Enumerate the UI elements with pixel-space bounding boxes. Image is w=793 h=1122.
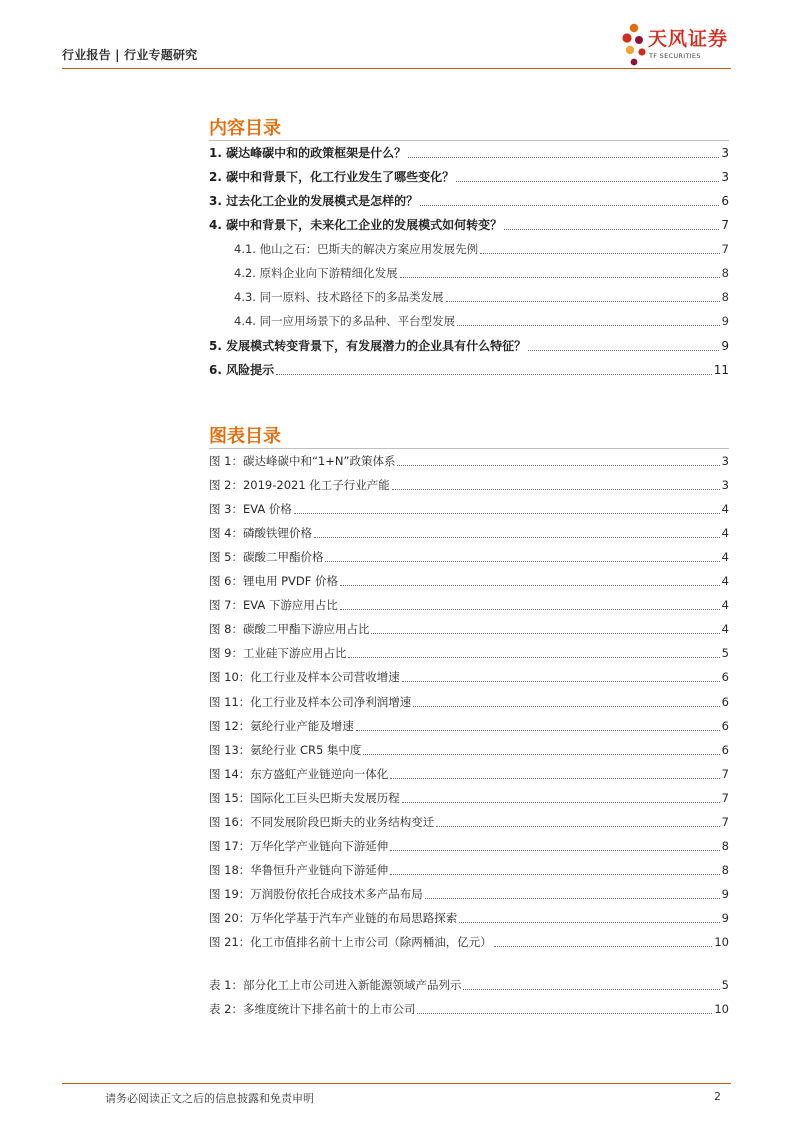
figures-title-rule	[209, 448, 729, 449]
toc-entry-page: 6	[721, 194, 729, 208]
toc-entry-page: 9	[721, 339, 729, 353]
toc-entry[interactable]	[209, 192, 729, 209]
toc-entry-page: 4	[721, 622, 729, 637]
toc-entry-page: 4	[721, 502, 729, 517]
toc-dot-leader	[371, 633, 719, 634]
figure-entry[interactable]	[209, 909, 729, 926]
toc-entry-page: 7	[721, 218, 729, 232]
figure-entry[interactable]	[209, 644, 729, 661]
toc-entry[interactable]	[209, 144, 729, 161]
contents-title: 内容目录	[209, 118, 281, 139]
table-entry[interactable]	[209, 976, 729, 993]
toc-entry-title: 图 20：万华化学基于汽车产业链的布局思路探索	[209, 910, 458, 925]
toc-entry-title: 发展模式转变背景下，有发展潜力的企业具有什么特征？	[226, 339, 527, 353]
table-entry[interactable]	[209, 1000, 729, 1017]
toc-dot-leader	[397, 465, 719, 466]
toc-entry[interactable]	[209, 337, 729, 354]
toc-entry-title: 碳达峰碳中和的政策框架是什么？	[226, 146, 407, 160]
toc-entry-title: 图 1：碳达峰碳中和“1+N”政策体系	[209, 454, 396, 468]
toc-entry-title: 图 2：2019-2021 化工子行业产能	[209, 478, 390, 493]
toc-dot-leader	[504, 229, 719, 230]
toc-dot-leader	[325, 561, 719, 562]
toc-entry-title: 图 9：工业硅下游应用占比	[209, 646, 347, 661]
toc-dot-leader	[417, 1013, 712, 1014]
toc-entry-page: 10	[714, 1002, 729, 1016]
toc-entry-title: 图 17：万华化学产业链向下游延伸	[209, 838, 389, 853]
toc-dot-leader	[400, 277, 720, 278]
toc-dot-leader	[402, 681, 720, 682]
toc-entry[interactable]	[234, 240, 729, 257]
toc-entry-page: 4	[721, 598, 729, 613]
toc-entry-number: 4.4.	[234, 314, 260, 328]
toc-dot-leader	[390, 874, 719, 875]
toc-entry-number: 1.	[209, 146, 227, 160]
toc-entry[interactable]	[209, 216, 729, 233]
toc-entry-page: 5	[721, 646, 729, 661]
toc-entry-title: 图 14：东方盛虹产业链逆向一体化	[209, 766, 389, 781]
toc-dot-leader	[294, 513, 720, 514]
toc-dot-leader	[425, 898, 720, 899]
toc-entry[interactable]	[234, 288, 729, 305]
toc-dot-leader	[456, 181, 719, 182]
toc-entry[interactable]	[234, 312, 729, 329]
toc-entry-title: 图 6：锂电用 PVDF 价格	[209, 574, 339, 589]
toc-dot-leader	[390, 778, 719, 779]
toc-entry[interactable]	[209, 361, 729, 378]
toc-entry[interactable]	[234, 264, 729, 281]
figure-entry[interactable]	[209, 813, 729, 830]
footer-divider	[62, 1083, 731, 1084]
toc-entry-page: 9	[721, 910, 729, 925]
toc-entry-page: 4	[721, 574, 729, 589]
toc-dot-leader	[413, 706, 719, 707]
figure-entry[interactable]	[209, 620, 729, 637]
toc-dot-leader	[276, 374, 712, 375]
toc-dot-leader	[363, 754, 719, 755]
figures-title: 图表目录	[209, 426, 281, 447]
figure-entry[interactable]	[209, 789, 729, 806]
toc-entry-title: 图 16：不同发展阶段巴斯夫的业务结构变迁	[209, 814, 435, 829]
toc-entry-title: 图 12：氨纶行业产能及增速	[209, 718, 354, 733]
toc-dot-leader	[340, 609, 720, 610]
toc-entry-title: 同一原料、技术路径下的多品类发展	[259, 290, 444, 304]
figure-entry[interactable]	[209, 500, 729, 517]
toc-entry-title: 同一应用场景下的多品种、平台型发展	[259, 314, 456, 328]
toc-entry-page: 6	[721, 694, 729, 709]
toc-dot-leader	[392, 489, 720, 490]
toc-entry-title: 表 2：多维度统计下排名前十的上市公司	[209, 1002, 416, 1016]
figure-entry[interactable]	[209, 452, 729, 469]
figure-entry[interactable]	[209, 548, 729, 565]
toc-entry-page: 7	[721, 766, 729, 781]
toc-dot-leader	[480, 253, 720, 254]
toc-entry-number: 3.	[209, 194, 227, 208]
toc-entry-page: 7	[721, 242, 729, 256]
contents-title-rule	[209, 140, 729, 141]
toc-entry-title: 图 21：化工市值排名前十上市公司（除两桶油，亿元）	[209, 935, 492, 949]
toc-entry-title: 图 8：碳酸二甲酯下游应用占比	[209, 622, 370, 637]
toc-dot-leader	[459, 922, 719, 923]
toc-entry-number: 5.	[209, 339, 227, 353]
toc-dot-leader	[390, 850, 719, 851]
toc-entry-title: 风险提示	[226, 363, 275, 377]
footer-disclaimer: 请务必阅读正文之后的信息披露和免责申明	[105, 1092, 314, 1105]
toc-entry-page: 8	[721, 266, 729, 280]
toc-entry-page: 7	[721, 814, 729, 829]
toc-entry-title: 图 13：氨纶行业 CR5 集中度	[209, 742, 362, 757]
toc-entry-page: 6	[721, 742, 729, 757]
figure-entry[interactable]	[209, 693, 729, 710]
toc-entry-title: 图 11：化工行业及样本公司净利润增速	[209, 694, 412, 709]
figure-entry[interactable]	[209, 524, 729, 541]
toc-entry-page: 9	[721, 886, 729, 901]
toc-entry-title: 过去化工企业的发展模式是怎样的？	[226, 194, 419, 208]
toc-entry-page: 4	[721, 526, 729, 541]
toc-dot-leader	[528, 350, 719, 351]
figure-entry[interactable]	[209, 885, 729, 902]
toc-entry-page: 5	[721, 978, 729, 992]
figure-entry[interactable]	[209, 741, 729, 758]
figure-entry[interactable]	[209, 476, 729, 493]
toc-entry-title: 图 7：EVA 下游应用占比	[209, 598, 338, 613]
brand-subtitle: TF SECURITIES	[649, 52, 701, 60]
brand-name: 天风证券	[648, 28, 729, 50]
toc-entry-title: 原料企业向下游精细化发展	[259, 266, 398, 280]
figure-entry[interactable]	[209, 933, 729, 950]
toc-dot-leader	[420, 205, 719, 206]
header-divider	[62, 68, 731, 69]
toc-dot-leader	[314, 537, 720, 538]
toc-entry-number: 4.1.	[234, 242, 260, 256]
toc-dot-leader	[436, 826, 719, 827]
toc-entry-page: 3	[721, 146, 729, 160]
toc-entry-title: 碳中和背景下，未来化工企业的发展模式如何转变？	[226, 218, 503, 232]
toc-entry-page: 6	[721, 670, 729, 685]
toc-entry-page: 8	[721, 290, 729, 304]
toc-entry-title: 图 10：化工行业及样本公司营收增速	[209, 670, 400, 685]
toc-entry-number: 4.2.	[234, 266, 260, 280]
toc-entry-title: 图 4：磷酸铁锂价格	[209, 526, 312, 541]
figure-entry[interactable]	[209, 837, 729, 854]
toc-entry-page: 10	[714, 935, 729, 949]
toc-entry-number: 4.3.	[234, 290, 260, 304]
toc-dot-leader	[457, 325, 720, 326]
toc-entry-title: 图 5：碳酸二甲酯价格	[209, 550, 324, 565]
toc-entry-number: 6.	[209, 363, 227, 377]
toc-entry-title: 图 15：国际化工巨头巴斯夫发展历程	[209, 790, 400, 805]
toc-dot-leader	[446, 301, 720, 302]
toc-entry-number: 2.	[209, 170, 227, 184]
toc-entry-title: 碳中和背景下，化工行业发生了哪些变化？	[226, 170, 455, 184]
toc-entry-title: 图 19：万润股份依托合成技术多产品布局	[209, 886, 423, 901]
toc-dot-leader	[408, 157, 719, 158]
figure-entry[interactable]	[209, 596, 729, 613]
figure-entry[interactable]	[209, 717, 729, 734]
figure-entry[interactable]	[209, 668, 729, 685]
figure-entry[interactable]	[209, 572, 729, 589]
toc-entry-title: 表 1：部分化工上市公司进入新能源领域产品列示	[209, 978, 462, 992]
toc-entry-title: 他山之石：巴斯夫的解决方案应用发展先例	[259, 242, 479, 256]
toc-entry-title: 图 3：EVA 价格	[209, 502, 292, 517]
toc-entry-page: 9	[721, 314, 729, 328]
toc-dot-leader	[494, 946, 713, 947]
toc-entry-page: 4	[721, 550, 729, 565]
toc-entry-page: 7	[721, 790, 729, 805]
toc-entry-page: 11	[713, 363, 729, 377]
toc-dot-leader	[340, 585, 720, 586]
toc-entry-title: 图 18：华鲁恒升产业链向下游延伸	[209, 862, 389, 877]
page-number: 2	[714, 1090, 721, 1103]
toc-entry-page: 3	[721, 454, 729, 468]
toc-entry-number: 4.	[209, 218, 227, 232]
toc-entry-page: 3	[721, 170, 729, 184]
figure-entry[interactable]	[209, 861, 729, 878]
report-category: 行业报告 | 行业专题研究	[62, 48, 198, 62]
toc-entry-page: 8	[721, 862, 729, 877]
toc-entry-page: 8	[721, 838, 729, 853]
toc-entry[interactable]	[209, 168, 729, 185]
toc-dot-leader	[356, 730, 720, 731]
toc-entry-page: 3	[721, 478, 729, 493]
toc-dot-leader	[463, 989, 719, 990]
toc-entry-page: 6	[721, 718, 729, 733]
toc-dot-leader	[348, 657, 719, 658]
figure-entry[interactable]	[209, 765, 729, 782]
toc-dot-leader	[402, 802, 720, 803]
